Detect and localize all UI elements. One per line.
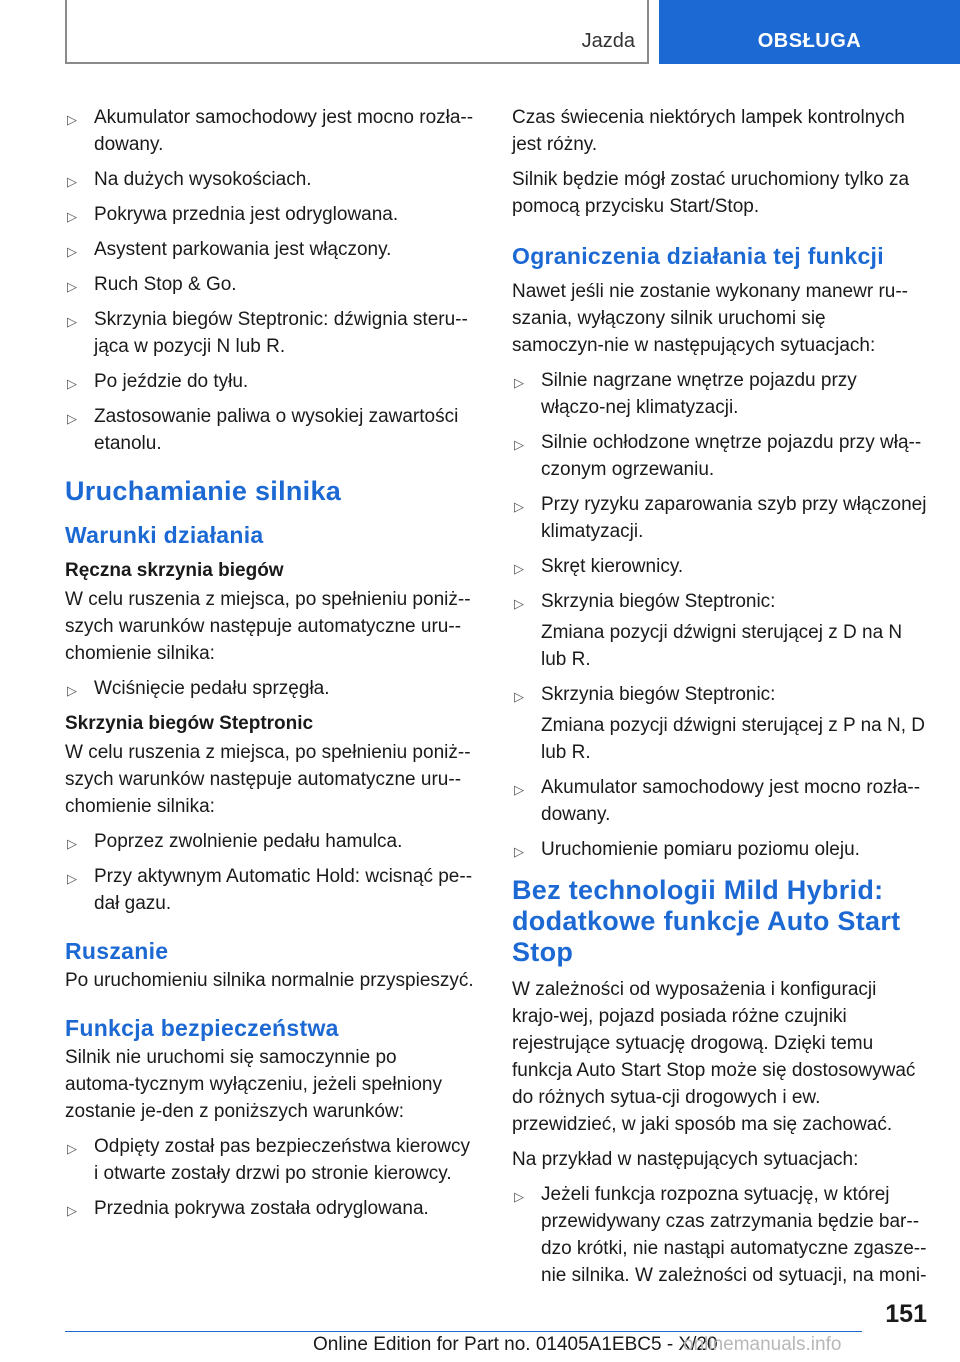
list-item [512, 1181, 927, 1289]
list-item [512, 588, 927, 673]
bullet-triangle-icon: ▷ [514, 499, 524, 514]
bullet-list-manual [65, 675, 475, 702]
list-item-text: Poprzez zwolnienie pedału hamulca. [94, 831, 403, 852]
bullet-triangle-icon: ▷ [514, 782, 524, 797]
list-item-text: Pokrywa przednia jest odryglowana. [94, 204, 399, 225]
list-item [65, 403, 475, 457]
list-item [65, 828, 475, 855]
list-item [512, 774, 927, 828]
bullet-triangle-icon: ▷ [67, 1203, 77, 1218]
bullet-triangle-icon: ▷ [67, 683, 77, 698]
list-item-text: Jeżeli funkcja rozpozna sytuację, w której przewidywany czas zatrzymania będzie bar-dzo krótki, nie nastąpi automatyczne zgasze-nie silnika. W zależności od sytuacji, na moni- [541, 1184, 927, 1286]
list-item [65, 166, 475, 193]
left-column [65, 104, 475, 1230]
bullet-list-conditions [65, 104, 475, 457]
list-item-text: Wciśnięcie pedału sprzęgła. [94, 678, 330, 699]
heading-conditions: Warunki działania [65, 522, 264, 548]
paragraph-safety: Silnik nie uruchomi się samoczynnie po automa-tycznym wyłączeniu, jeżeli spełniony zostanie je-den z poniższych warunków: [65, 1047, 442, 1122]
list-item [65, 863, 475, 917]
list-item-text: Akumulator samochodowy jest mocno rozła-dowany. [541, 777, 921, 825]
paragraph-drive-off: Po uruchomieniu silnika normalnie przyspieszyć. [65, 970, 474, 991]
bullet-triangle-icon: ▷ [67, 279, 77, 294]
list-item [512, 836, 927, 863]
list-item [65, 1133, 475, 1187]
list-item-text: Asystent parkowania jest włączony. [94, 239, 392, 260]
list-item-text: Przy ryzyku zaparowania szyb przy włączonej klimatyzacji. [541, 494, 927, 542]
list-item-text: Przednia pokrywa została odryglowana. [94, 1198, 429, 1219]
right-column [512, 104, 927, 1297]
list-item-text: Odpięty został pas bezpieczeństwa kierowcy i otwarte zostały drzwi po stronie kierowcy. [94, 1136, 470, 1184]
paragraph-manual: W celu ruszenia z miejsca, po spełnieniu poniż-szych warunków następuje automatyczne uru-chomienie silnika: [65, 589, 471, 664]
list-item [65, 368, 475, 395]
list-item-text: Uruchomienie pomiaru poziomu oleju. [541, 839, 860, 860]
list-item-text: Skrzynia biegów Steptronic: [541, 684, 776, 705]
heading-engine-start: Uruchamianie silnika [65, 476, 342, 506]
bullet-triangle-icon: ▷ [67, 174, 77, 189]
list-item-text: Na dużych wysokościach. [94, 169, 312, 190]
list-item-text: Po jeździe do tyłu. [94, 371, 249, 392]
footer-watermark: onlinemanuals.info [683, 1334, 842, 1355]
list-item-text: Skrzynia biegów Steptronic: dźwignia steru-jąca w pozycji N lub R. [94, 309, 468, 357]
list-item-subtext: Zmiana pozycji dźwigni sterującej z D na N lub R. [541, 622, 903, 670]
heading-steptronic: Skrzynia biegów Steptronic [65, 713, 314, 734]
footer-edition: Online Edition for Part no. 01405A1EBC5 - X/20 [313, 1334, 718, 1355]
bullet-list-example [512, 1181, 927, 1289]
heading-limits: Ograniczenia działania tej funkcji [512, 243, 884, 269]
paragraph-no-mild-hybrid: W zależności od wyposażenia i konfiguracji krajo-wej, pojazd posiada różne czujniki rejestrujące sytuację drogową. Dzięki temu funkcja Auto Start Stop może się dostosowywać do różnych sytua-cji drogowych i ew. przewidzieć, w jaki sposób ma się zachować. [512, 979, 916, 1135]
bullet-triangle-icon: ▷ [67, 112, 77, 127]
bullet-triangle-icon: ▷ [514, 689, 524, 704]
header-chapter-tab [659, 0, 960, 64]
heading-no-mild-hybrid: Bez technologii Mild Hybrid: dodatkowe funkcje Auto Start Stop [512, 875, 901, 967]
list-item [512, 491, 927, 545]
paragraph-steptronic: W celu ruszenia z miejsca, po spełnieniu poniż-szych warunków następuje automatyczne uru-chomienie silnika: [65, 742, 471, 817]
heading-manual-gearbox: Ręczna skrzynia biegów [65, 560, 284, 581]
list-item-subtext: Zmiana pozycji dźwigni sterującej z P na N, D lub R. [541, 715, 926, 763]
bullet-triangle-icon: ▷ [67, 871, 77, 886]
list-item-text: Zastosowanie paliwa o wysokiej zawartości etanolu. [94, 406, 459, 454]
bullet-list-safety [65, 1133, 475, 1222]
list-item-text: Skrzynia biegów Steptronic: [541, 591, 776, 612]
list-item [65, 104, 475, 158]
header-chapter-label: OBSŁUGA [757, 30, 862, 52]
paragraph-example: Na przykład w następujących sytuacjach: [512, 1149, 859, 1170]
bullet-triangle-icon: ▷ [514, 375, 524, 390]
list-item-text: Silnie ochłodzone wnętrze pojazdu przy włą-czonym ogrzewaniu. [541, 432, 922, 480]
bullet-list-limits [512, 367, 927, 863]
bullet-triangle-icon: ▷ [514, 561, 524, 576]
bullet-triangle-icon: ▷ [67, 1141, 77, 1156]
list-item [512, 553, 927, 580]
header-section-label: Jazda [581, 30, 635, 52]
list-item [65, 306, 475, 360]
list-item-text: Skręt kierownicy. [541, 556, 684, 577]
page-number: 151 [885, 1300, 927, 1328]
header-section-box [65, 0, 649, 64]
list-item [65, 675, 475, 702]
bullet-triangle-icon: ▷ [67, 836, 77, 851]
bullet-triangle-icon: ▷ [514, 437, 524, 452]
bullet-triangle-icon: ▷ [514, 1189, 524, 1204]
bullet-triangle-icon: ▷ [67, 411, 77, 426]
list-item [65, 1195, 475, 1222]
list-item [65, 236, 475, 263]
list-item [65, 201, 475, 228]
paragraph-indicator-lights: Czas świecenia niektórych lampek kontrolnych jest różny. [512, 107, 905, 155]
bullet-triangle-icon: ▷ [67, 209, 77, 224]
bullet-triangle-icon: ▷ [67, 244, 77, 259]
footer-divider [65, 1331, 862, 1332]
list-item-text: Akumulator samochodowy jest mocno rozła-dowany. [94, 107, 474, 155]
heading-safety: Funkcja bezpieczeństwa [65, 1015, 339, 1041]
list-item-text: Silnie nagrzane wnętrze pojazdu przy włączo-nej klimatyzacji. [541, 370, 857, 418]
list-item [65, 271, 475, 298]
list-item [512, 429, 927, 483]
bullet-triangle-icon: ▷ [514, 844, 524, 859]
bullet-triangle-icon: ▷ [514, 596, 524, 611]
bullet-list-steptronic [65, 828, 475, 917]
bullet-triangle-icon: ▷ [67, 314, 77, 329]
heading-drive-off: Ruszanie [65, 938, 169, 964]
paragraph-limits: Nawet jeśli nie zostanie wykonany manewr ru-szania, wyłączony silnik uruchomi się samoczyn-nie w następujących sytuacjach: [512, 281, 908, 356]
list-item [512, 367, 927, 421]
list-item-text: Ruch Stop & Go. [94, 274, 237, 295]
bullet-triangle-icon: ▷ [67, 376, 77, 391]
list-item [512, 681, 927, 766]
paragraph-start-stop-button: Silnik będzie mógł zostać uruchomiony tylko za pomocą przycisku Start/Stop. [512, 169, 910, 217]
list-item-text: Przy aktywnym Automatic Hold: wcisnąć pe-dał gazu. [94, 866, 473, 914]
